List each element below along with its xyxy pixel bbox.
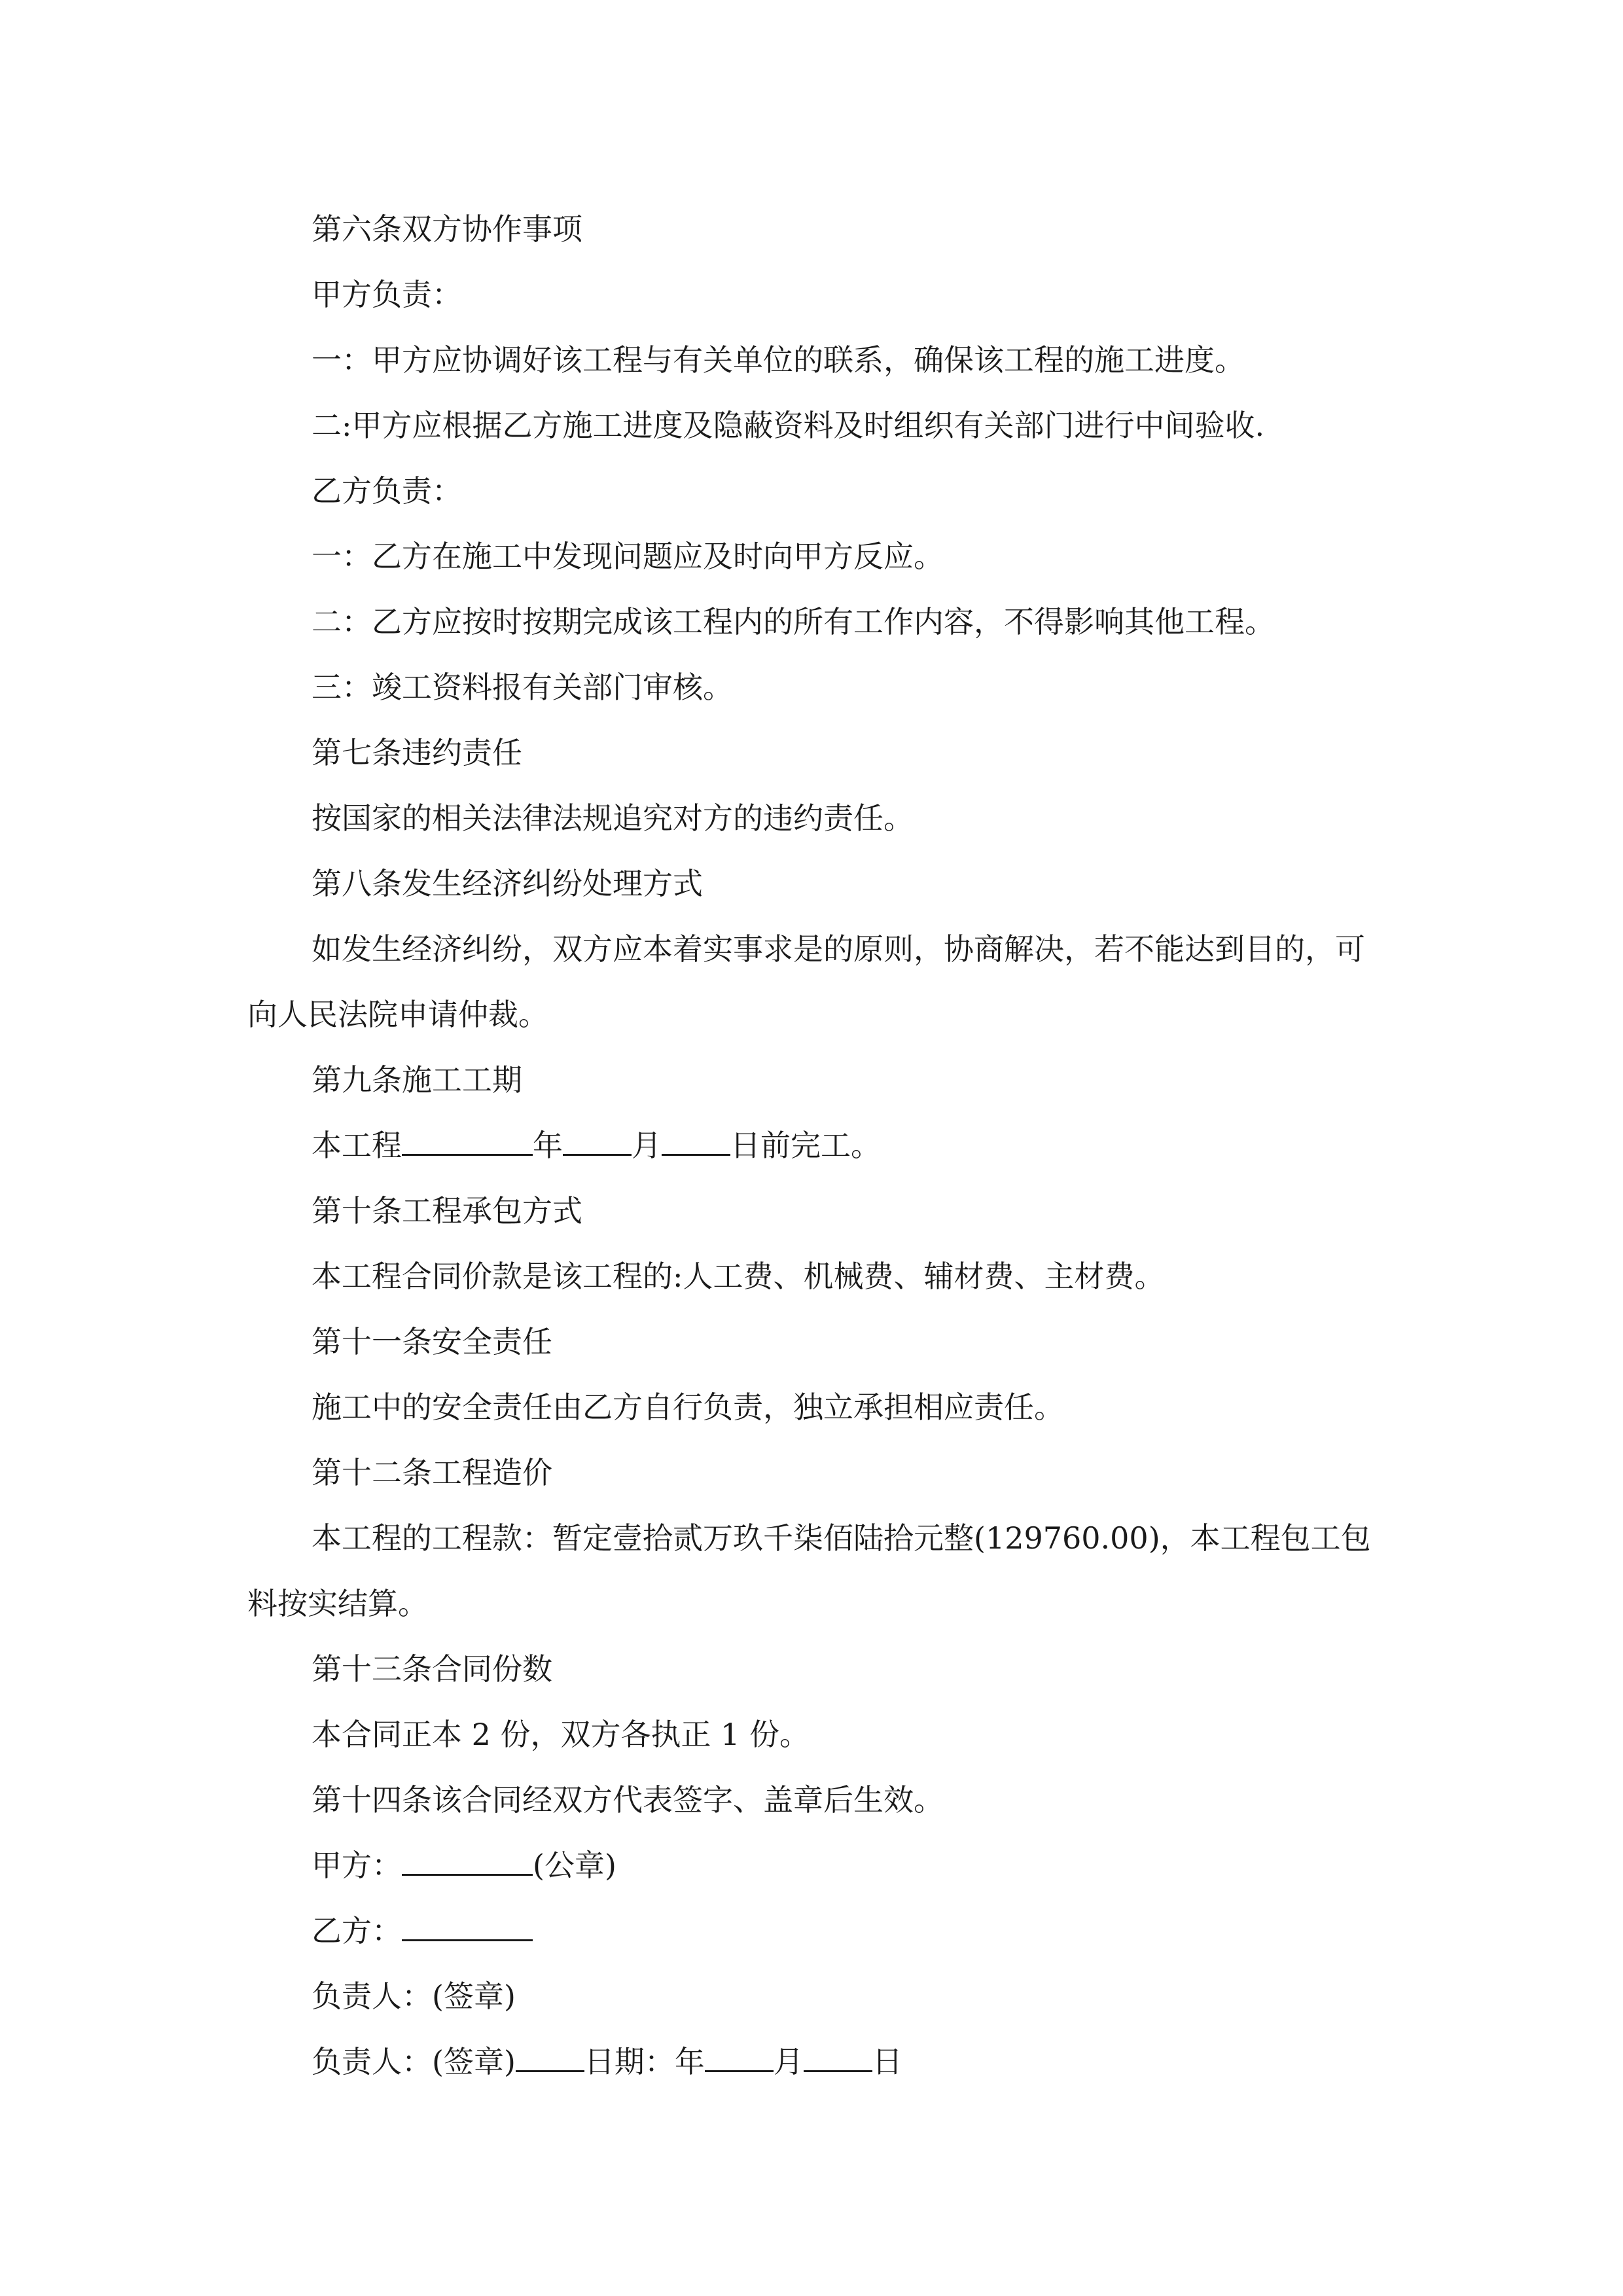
day-blank — [662, 1128, 730, 1156]
date-day-blank — [804, 2044, 872, 2072]
article-6-title: 第六条双方协作事项 — [312, 211, 582, 247]
party-b-item-2: 二：乙方应按时按期完成该工程内的所有工作内容，不得影响其他工程。 — [312, 604, 1275, 639]
party-a-seal: (公章) — [533, 1848, 616, 1883]
party-a-item-2: 二:甲方应根据乙方施工进度及隐蔽资料及时组织有关部门进行中间验收. — [312, 408, 1265, 443]
month-blank — [563, 1128, 632, 1156]
party-b-item-1: 一：乙方在施工中发现问题应及时向甲方反应。 — [312, 539, 944, 574]
date-month: 月 — [773, 2044, 804, 2079]
article-13-text: 本合同正本 2 份，双方各执正 1 份。 — [312, 1717, 810, 1752]
article-9-suffix: 日前完工。 — [730, 1128, 881, 1163]
party-a-item-1: 一：甲方应协调好该工程与有关单位的联系，确保该工程的施工进度。 — [312, 342, 1245, 378]
article-11-title: 第十一条安全责任 — [312, 1324, 552, 1359]
article-9-title: 第九条施工工期 — [312, 1062, 522, 1098]
party-b-label: 乙方： — [312, 1913, 402, 1948]
article-9-year: 年 — [533, 1128, 563, 1163]
document-body — [247, 196, 1373, 2094]
party-b-heading: 乙方负责： — [312, 473, 462, 509]
party-a-label: 甲方： — [312, 1848, 402, 1883]
date-label: 日期：年 — [584, 2044, 705, 2079]
article-9-prefix: 本工程 — [312, 1128, 402, 1163]
article-10-title: 第十条工程承包方式 — [312, 1193, 582, 1229]
signature-responsible-2 — [247, 2029, 1373, 2094]
signature-responsible-1: 负责人：(签章) — [312, 1979, 516, 2014]
party-a-heading: 甲方负责： — [312, 277, 462, 312]
article-11-text: 施工中的安全责任由乙方自行负责，独立承担相应责任。 — [312, 1390, 1064, 1425]
article-8-text: 如发生经济纠纷，双方应本着实事求是的原则，协商解决，若不能达到目的，可向人民法院申请仲裁。 — [247, 931, 1365, 1032]
party-a-blank — [402, 1848, 533, 1876]
article-8-title: 第八条发生经济纠纷处理方式 — [312, 866, 703, 901]
responsible-2-label: 负责人：(签章) — [312, 2044, 516, 2079]
article-14-text: 第十四条该合同经双方代表签字、盖章后生效。 — [312, 1782, 944, 1818]
article-12-title: 第十二条工程造价 — [312, 1455, 552, 1490]
year-blank — [402, 1128, 533, 1156]
signature-party-a — [247, 1833, 1373, 1898]
article-9-text — [247, 1113, 1373, 1178]
responsible-2-blank — [516, 2044, 584, 2072]
article-7-title: 第七条违约责任 — [312, 735, 522, 770]
article-10-text: 本工程合同价款是该工程的:人工费、机械费、辅材费、主材费。 — [312, 1259, 1165, 1294]
date-month-blank — [705, 2044, 774, 2072]
party-b-item-3: 三：竣工资料报有关部门审核。 — [312, 670, 733, 705]
signature-party-b — [247, 1898, 1373, 1964]
article-13-title: 第十三条合同份数 — [312, 1651, 552, 1687]
article-12-text: 本工程的工程款：暂定壹拾贰万玖千柒佰陆拾元整(129760.00)，本工程包工包料按实结算。 — [247, 1520, 1371, 1621]
article-7-text: 按国家的相关法律法规追究对方的违约责任。 — [312, 800, 914, 836]
article-9-month: 月 — [632, 1128, 662, 1163]
date-day: 日 — [872, 2044, 902, 2079]
party-b-blank — [402, 1913, 533, 1941]
